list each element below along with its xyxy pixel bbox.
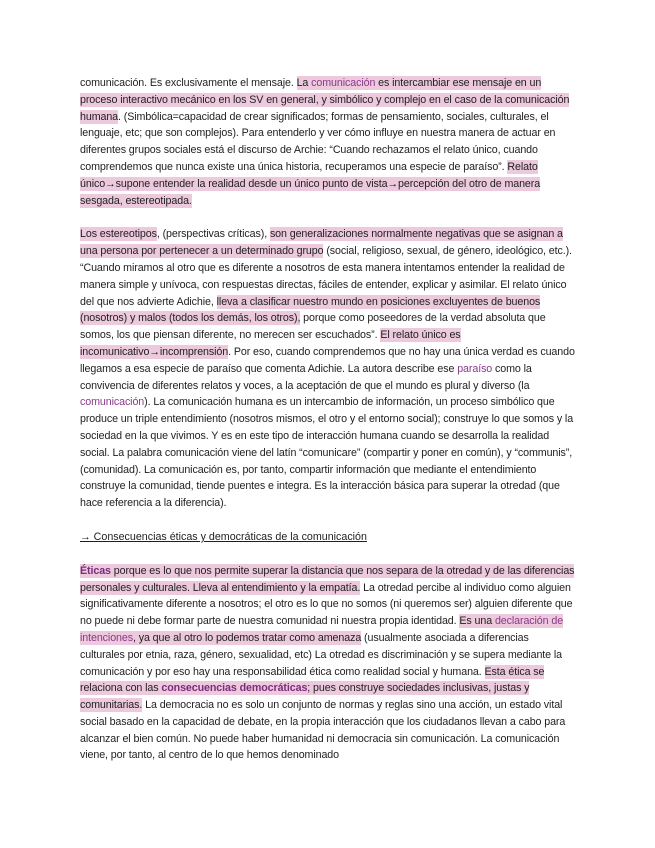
text-run: es intercambiar ese mensaje en un proceso interactivo mecánico en los SV en general, y simbólico y complejo en el caso de la comunicación humana xyxy=(80,77,570,123)
text-run: . (Simbólica=capacidad de crear significados; formas de pensamiento, sociales, culturales, el lenguaje, etc; que son complejos). Para entenderlo y ver cómo influye en nuestra manera de actuar en diferentes grupos sociales está el discurso de Archie: “Cuando rechazamos el relato único, cuando comprendemos que nunca existe una única historia, recuperamos una especie de paraíso”. xyxy=(80,110,556,173)
text-run: comunicación xyxy=(311,77,376,89)
text-run: lleva a clasificar nuestro mundo en posiciones excluyentes de buenos (nosotros) y malos (todos los demás, los otros), xyxy=(80,295,541,325)
text-run: Éticas xyxy=(80,564,111,577)
text-run: declaración de intenciones xyxy=(80,615,564,644)
text-run: . Por eso, cuando comprendemos que no hay una única verdad es cuando llegamos a esa especie de paraíso que comenta Adichie. La autora describe ese xyxy=(80,345,575,375)
text-run: , ya que al otro lo podemos tratar como amenaza xyxy=(132,631,362,644)
text-run: Es una xyxy=(459,615,495,628)
text-run: paraíso xyxy=(457,362,493,375)
text-run: La democracia no es solo un conjunto de normas y reglas sino una acción, un estado vital social basado en la capacidad de debate, en la propia interacción que los ciudadanos llevan a cabo para alcanzar el bien común. No puede haber humanidad ni democracia sin comunicación. La comunicación viene, por tanto, al centro de lo que hemos denominado xyxy=(80,699,566,762)
paragraph-comunicacion xyxy=(80,75,575,209)
paragraph-eticas xyxy=(80,563,575,765)
text-run: porque como poseedores de la verdad absoluta que somos, los que piensan diferente, no merecen ser escuchados”. xyxy=(80,312,546,342)
text-run: como la convivencia de diferentes relatos y voces, a la aceptación de que el mundo es plural y diverso (la xyxy=(80,362,532,392)
text-run: consecuencias democráticas xyxy=(161,682,308,695)
text-run: (usualmente asociada a diferencias culturales por etnia, raza, género, sexualidad, etc) La otredad es discriminación y se supera mediante la comunicación y por eso hay una responsabilidad ética como realidad social y humana. xyxy=(80,631,562,678)
text-run: La xyxy=(296,77,312,89)
text-run: La otredad percibe al individuo como alguien significativamente diferente a nosotros; el otro es lo que no somos (ni queremos ser) alguien diferente que no puede ni debe formar parte de nuestra comunidad ni nuestra propia identidad. xyxy=(80,581,573,628)
text-run: ). La comunicación humana es un intercambio de información, un proceso simbólico que produce un triple entendimiento (nosotros mismos, el otro y el entorno social); construye lo que somos y la sociedad en la que vivimos. Y es en este tipo de interacción humana cuando se desarrolla la realidad social. La palabra comunicación viene del latín “comunicare” (compartir y poner en común), y “communis”, (comunidad). La comunicación es, por tanto, compartir información que mediante el entendimiento construye la comunidad, tiende puentes e integra. Es la interacción básica para superar la otredad (que hace referencia a la diferencia). xyxy=(80,396,574,510)
text-run: (social, religioso, sexual, de género, ideológico, etc.). “Cuando miramos al otro que es diferente a nosotros de esta manera intentamos entender la realidad de manera simple y unívoca, con respuestas directas, fáciles de entender, explicar y asimilar. El relato único del que nos advierte Adichie, xyxy=(80,245,572,308)
text-run: comunicación. Es exclusivamente el mensaje. xyxy=(80,77,297,89)
text-run: ; pues construye sociedades inclusivas, justas y comunitarias. xyxy=(80,682,530,712)
text-run: comunicación xyxy=(80,396,145,409)
text-run: porque es lo que nos permite superar la distancia que nos separa de la otredad y de las diferencias personales y culturales. Lleva al entendimiento y la empatía. xyxy=(80,564,575,594)
text-run: , (perspectivas críticas), xyxy=(156,228,270,241)
text-run: Relato único→supone entender la realidad desde un único punto de vista→percepción del otro de manera sesgada, estereotipada. xyxy=(80,160,541,207)
text-run: Los estereotipos xyxy=(80,228,157,241)
section-heading: → Consecuencias éticas y democráticas de la comunicación xyxy=(80,530,367,543)
text-run: Esta ética se relaciona con las xyxy=(80,665,545,695)
paragraph-estereotipos xyxy=(80,226,575,512)
text-run: son generalizaciones normalmente negativas que se asignan a una persona por pertenecer a un determinado grupo xyxy=(80,228,563,258)
text-run: El relato único es incomunicativo→incomprensión xyxy=(80,329,461,358)
